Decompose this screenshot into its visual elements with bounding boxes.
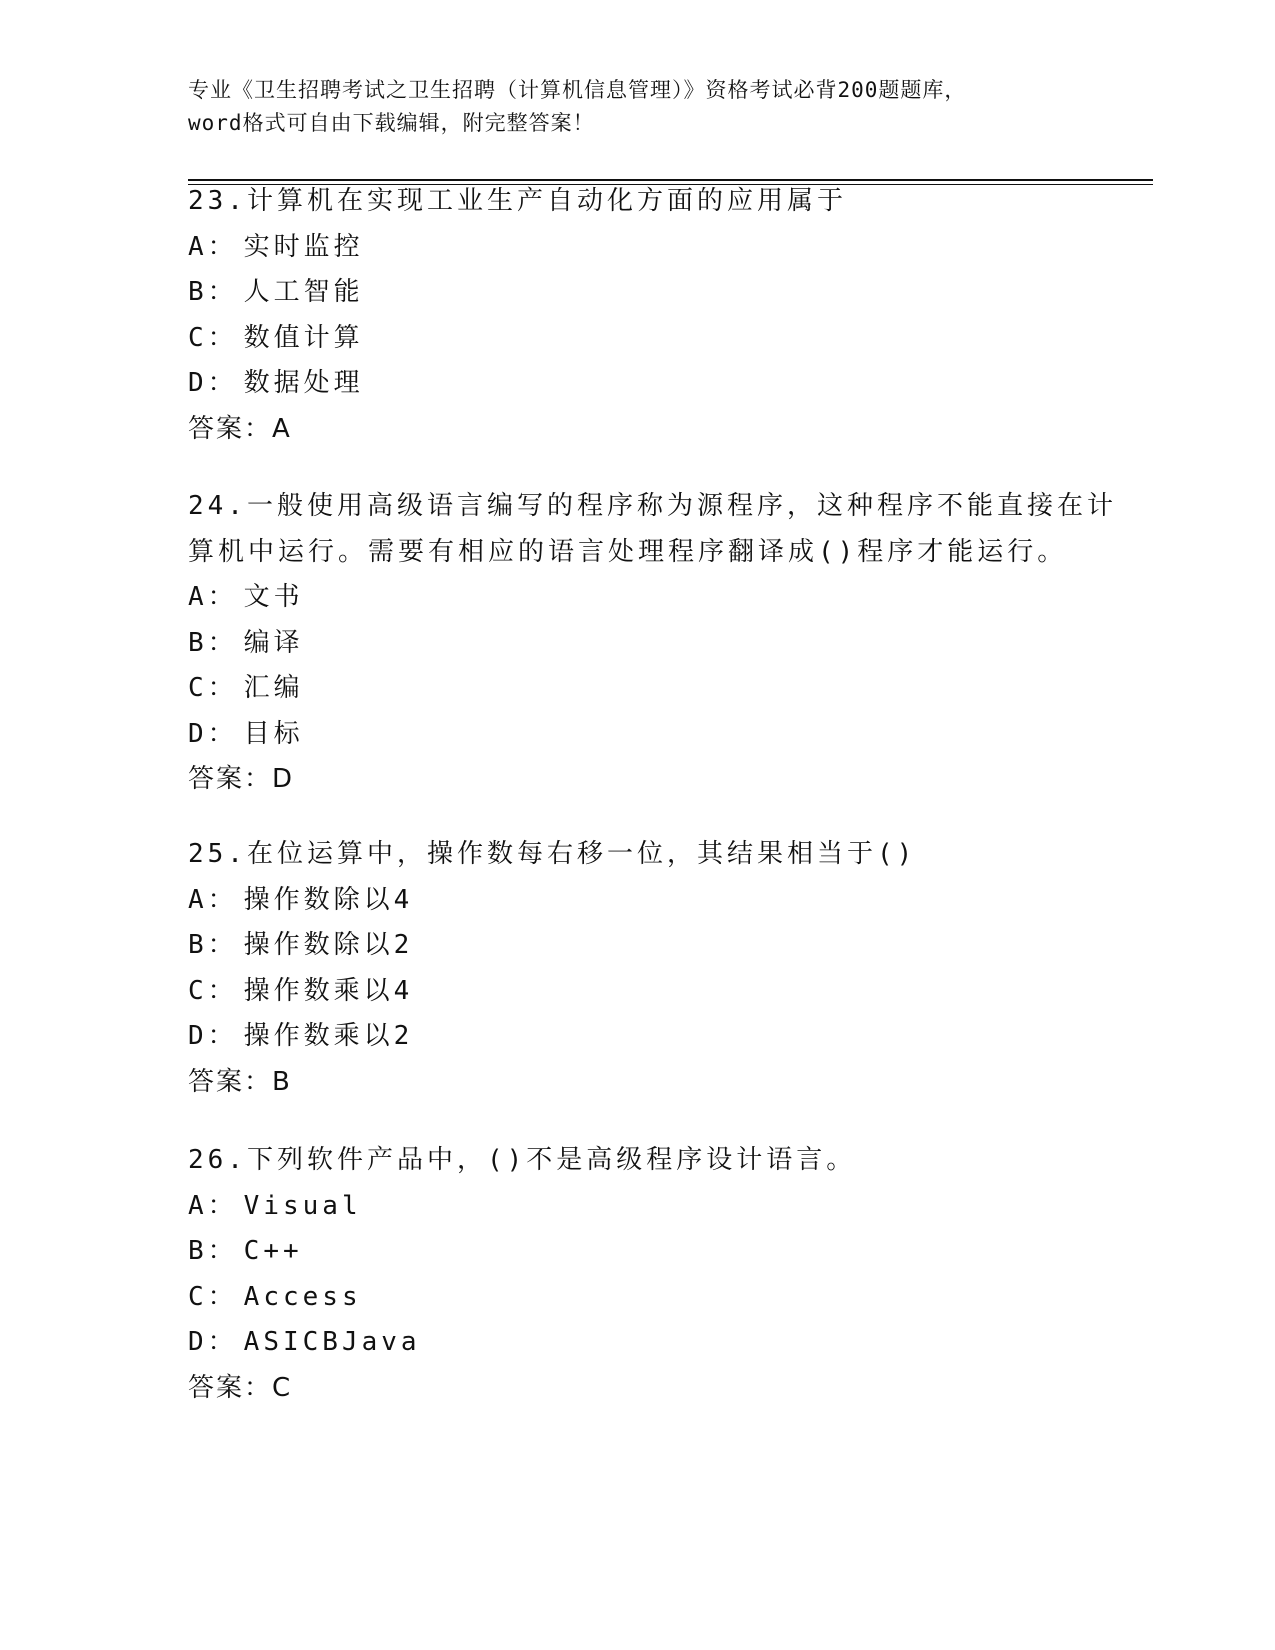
option-key: C	[188, 1281, 208, 1312]
option-text: 操作数除以4	[243, 884, 414, 915]
option-key: D	[188, 368, 208, 398]
question-stem: 25.在位运算中，操作数每右移一位，其结果相当于()	[188, 839, 917, 869]
answer-label: 答案：	[188, 1066, 273, 1097]
answer-line	[188, 757, 1108, 803]
option-separator: ：	[207, 627, 238, 658]
option-text: 操作数除以2	[243, 930, 414, 960]
option-separator: ：	[207, 1190, 238, 1221]
option-text: 数值计算	[243, 322, 364, 353]
option-c	[188, 666, 1108, 712]
option-c	[188, 1275, 1108, 1321]
option-d	[188, 1014, 1108, 1060]
option-separator: ：	[207, 1281, 238, 1312]
option-d	[188, 1320, 1108, 1366]
option-separator: ：	[207, 930, 238, 960]
option-key: A	[188, 884, 208, 915]
option-a	[188, 575, 1108, 621]
option-separator: ：	[207, 718, 238, 749]
option-key: C	[188, 322, 208, 353]
option-text: Access	[243, 1281, 362, 1312]
answer-label: 答案：	[188, 764, 273, 794]
option-separator: ：	[207, 1236, 238, 1266]
option-text: 操作数乘以2	[243, 1021, 414, 1051]
option-separator: ：	[207, 368, 238, 398]
answer-label: 答案：	[188, 413, 273, 444]
question-stem: 26.下列软件产品中，()不是高级程序设计语言。	[188, 1145, 857, 1175]
option-text: 操作数乘以4	[243, 975, 414, 1006]
answer-value: A	[272, 413, 292, 444]
option-text: ASICBJava	[243, 1327, 421, 1357]
header-line-1: 专业《卫生招聘考试之卫生招聘（计算机信息管理）》资格考试必背200题题库，	[188, 78, 967, 102]
option-d	[188, 712, 1108, 758]
option-key: A	[188, 1190, 208, 1221]
question-26	[188, 1138, 1108, 1411]
option-separator: ：	[207, 673, 238, 703]
option-key: A	[188, 231, 208, 262]
option-b	[188, 923, 1108, 969]
option-text: 编译	[243, 627, 304, 658]
option-key: D	[188, 1327, 208, 1357]
question-25	[188, 832, 1108, 1105]
option-b	[188, 1229, 1108, 1275]
option-a	[188, 225, 1108, 271]
option-c	[188, 969, 1108, 1015]
option-key: B	[188, 930, 208, 960]
option-separator: ：	[207, 277, 238, 307]
option-separator: ：	[207, 1021, 238, 1051]
answer-line	[188, 1060, 1108, 1106]
option-separator: ：	[207, 884, 238, 915]
option-separator: ：	[207, 582, 238, 612]
option-text: 数据处理	[243, 368, 364, 398]
option-key: C	[188, 673, 208, 703]
answer-label: 答案：	[188, 1372, 273, 1403]
option-text: 文书	[243, 582, 304, 612]
option-key: D	[188, 1021, 208, 1051]
question-24	[188, 484, 1117, 803]
option-separator: ：	[207, 1327, 238, 1357]
question-stem: 23.计算机在实现工业生产自动化方面的应用属于	[188, 186, 847, 216]
option-b	[188, 621, 1108, 667]
option-key: C	[188, 975, 208, 1006]
answer-value: B	[272, 1066, 292, 1097]
option-text: Visual	[243, 1190, 362, 1221]
answer-line	[188, 1366, 1108, 1412]
answer-value: C	[272, 1372, 293, 1403]
option-text: 实时监控	[243, 231, 364, 262]
question-stem: 24.一般使用高级语言编写的程序称为源程序，这种程序不能直接在计	[188, 491, 1117, 521]
option-d	[188, 361, 1108, 407]
header-line-2: word格式可自由下载编辑，附完整答案！	[188, 111, 595, 135]
question-stem-continued: 算机中运行。需要有相应的语言处理程序翻译成()程序才能运行。	[188, 536, 1068, 567]
option-separator: ：	[207, 975, 238, 1006]
option-separator: ：	[207, 322, 238, 353]
option-a	[188, 1184, 1108, 1230]
option-b	[188, 270, 1108, 316]
option-text: C++	[243, 1236, 303, 1266]
question-23	[188, 179, 1108, 452]
option-text: 人工智能	[243, 277, 364, 307]
option-key: B	[188, 277, 208, 307]
option-key: D	[188, 718, 208, 749]
option-a	[188, 878, 1108, 924]
option-key: A	[188, 582, 208, 612]
option-key: B	[188, 1236, 208, 1266]
document-header	[188, 74, 1088, 140]
option-key: B	[188, 627, 208, 658]
answer-value: D	[272, 764, 295, 794]
option-c	[188, 316, 1108, 362]
answer-line	[188, 407, 1108, 453]
option-text: 汇编	[243, 673, 304, 703]
option-text: 目标	[243, 718, 304, 749]
option-separator: ：	[207, 231, 238, 262]
